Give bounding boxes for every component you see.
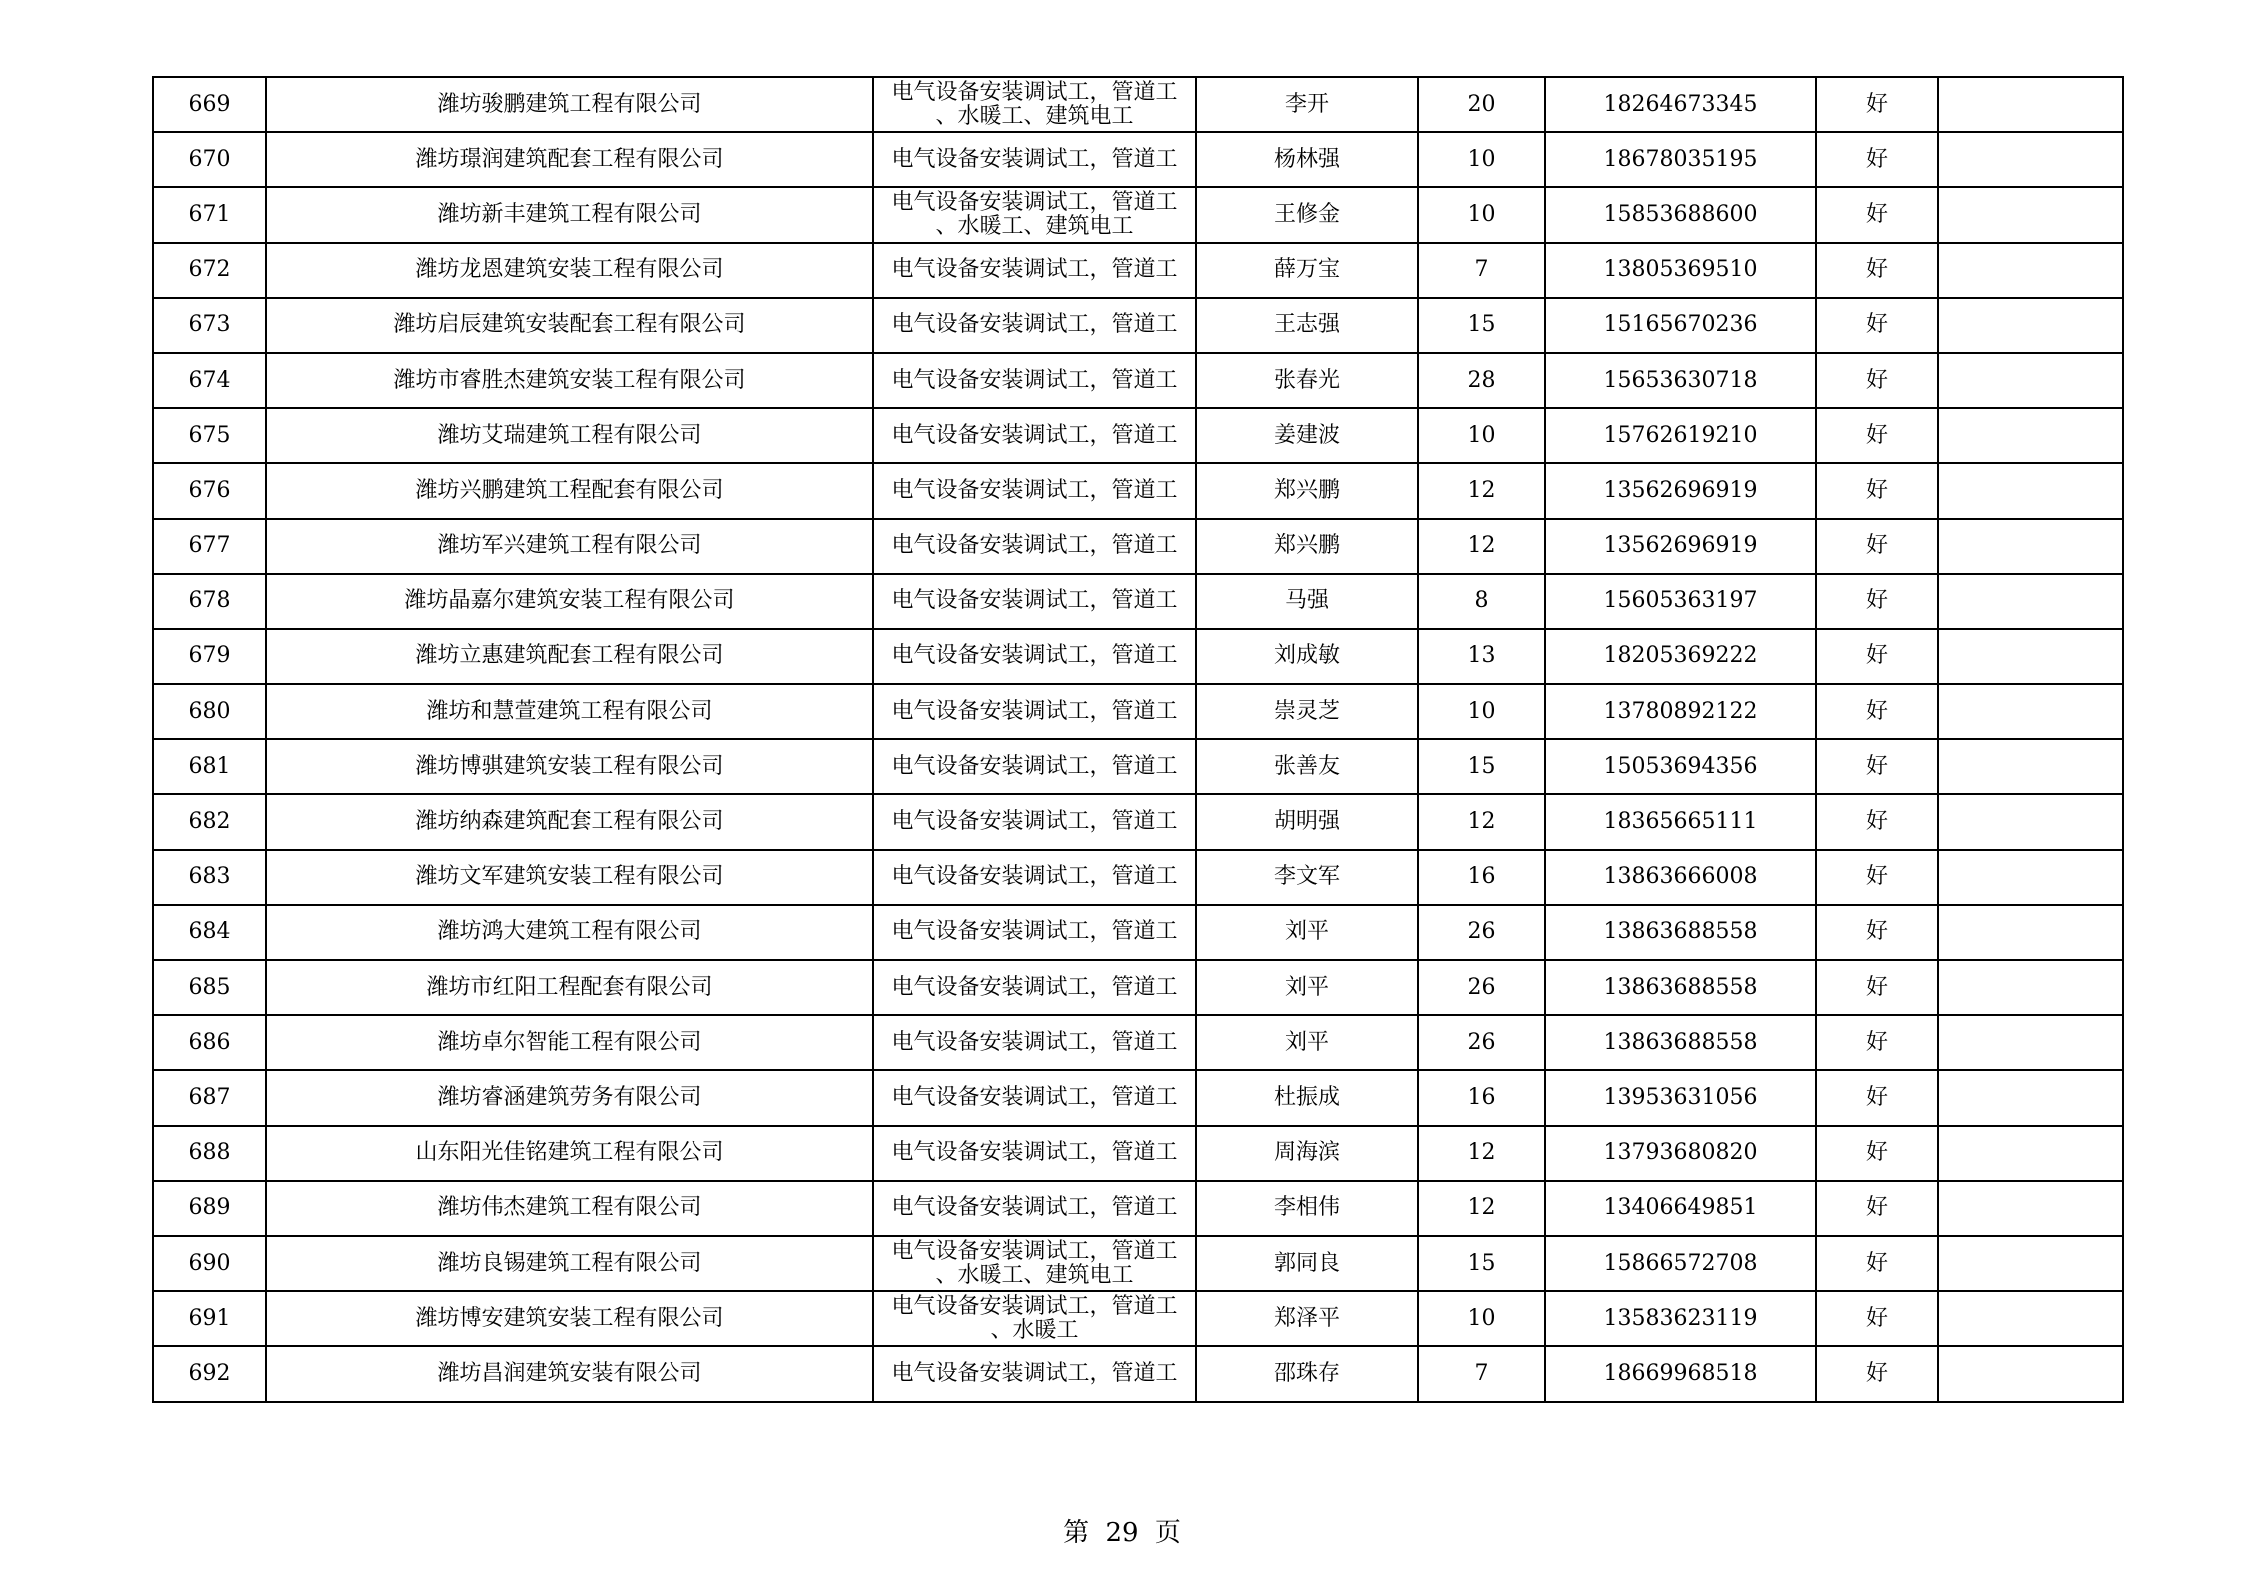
remark-cell [1938,243,2123,298]
company-name-cell: 潍坊龙恩建筑安装工程有限公司 [266,243,873,298]
rating-cell: 好 [1816,187,1938,242]
phone-number-cell: 15762619210 [1545,408,1816,463]
table-row [153,187,2123,242]
table-row [153,629,2123,684]
phone-number-cell: 15165670236 [1545,298,1816,353]
trade-line: 电气设备安装调试工，管道工 [891,367,1178,393]
trade-cell [873,298,1196,353]
trade-line: 、水暖工、建筑电工 [935,1262,1134,1288]
remark-cell [1938,629,2123,684]
worker-count-cell: 12 [1418,463,1545,518]
phone-number-cell: 13793680820 [1545,1126,1816,1181]
remark-cell [1938,187,2123,242]
table-row [153,463,2123,518]
remark-cell [1938,1181,2123,1236]
phone-number-cell: 13863666008 [1545,850,1816,905]
table-row [153,243,2123,298]
trade-cell [873,1070,1196,1125]
worker-count-cell: 15 [1418,298,1545,353]
trade-line: 电气设备安装调试工，管道工 [891,1029,1178,1055]
remark-cell [1938,408,2123,463]
table-row [153,408,2123,463]
phone-number-cell: 15053694356 [1545,739,1816,794]
row-number-cell: 681 [153,739,266,794]
company-table [152,76,2124,1403]
trade-cell [873,574,1196,629]
phone-number-cell: 13780892122 [1545,684,1816,739]
company-name-cell: 潍坊博骐建筑安装工程有限公司 [266,739,873,794]
row-number-cell: 672 [153,243,266,298]
row-number-cell: 674 [153,353,266,408]
trade-line: 、水暖工 [990,1317,1079,1343]
table-row [153,1126,2123,1181]
contact-person-cell: 杨林强 [1196,132,1418,187]
contact-person-cell: 张春光 [1196,353,1418,408]
trade-line: 电气设备安装调试工，管道工 [891,1238,1178,1264]
table-row [153,905,2123,960]
phone-number-cell: 13562696919 [1545,463,1816,518]
phone-number-cell: 18678035195 [1545,132,1816,187]
company-name-cell: 潍坊良锡建筑工程有限公司 [266,1236,873,1291]
trade-line: 电气设备安装调试工，管道工 [891,422,1178,448]
company-name-cell: 潍坊纳森建筑配套工程有限公司 [266,794,873,849]
company-name-cell: 潍坊兴鹏建筑工程配套有限公司 [266,463,873,518]
worker-count-cell: 26 [1418,1015,1545,1070]
remark-cell [1938,794,2123,849]
row-number-cell: 680 [153,684,266,739]
page-number: 29 [1105,1518,1139,1548]
row-number-cell: 675 [153,408,266,463]
trade-line: 电气设备安装调试工，管道工 [891,698,1178,724]
company-name-cell: 潍坊伟杰建筑工程有限公司 [266,1181,873,1236]
row-number-cell: 692 [153,1346,266,1401]
contact-person-cell: 崇灵芝 [1196,684,1418,739]
contact-person-cell: 姜建波 [1196,408,1418,463]
rating-cell: 好 [1816,960,1938,1015]
phone-number-cell: 13406649851 [1545,1181,1816,1236]
contact-person-cell: 张善友 [1196,739,1418,794]
row-number-cell: 671 [153,187,266,242]
trade-line: 电气设备安装调试工，管道工 [891,974,1178,1000]
table-row [153,794,2123,849]
company-name-cell: 潍坊卓尔智能工程有限公司 [266,1015,873,1070]
trade-cell [873,794,1196,849]
company-name-cell: 潍坊晶嘉尔建筑安装工程有限公司 [266,574,873,629]
rating-cell: 好 [1816,243,1938,298]
remark-cell [1938,1015,2123,1070]
remark-cell [1938,1126,2123,1181]
company-name-cell: 潍坊睿涵建筑劳务有限公司 [266,1070,873,1125]
remark-cell [1938,463,2123,518]
contact-person-cell: 李文军 [1196,850,1418,905]
company-name-cell: 潍坊鸿大建筑工程有限公司 [266,905,873,960]
remark-cell [1938,519,2123,574]
trade-cell [873,739,1196,794]
trade-cell [873,850,1196,905]
table-row [153,1236,2123,1291]
trade-cell [873,408,1196,463]
remark-cell [1938,1291,2123,1346]
row-number-cell: 670 [153,132,266,187]
trade-cell [873,243,1196,298]
row-number-cell: 683 [153,850,266,905]
phone-number-cell: 18205369222 [1545,629,1816,684]
remark-cell [1938,353,2123,408]
row-number-cell: 678 [153,574,266,629]
page-footer-prefix: 第 [1063,1518,1090,1548]
rating-cell: 好 [1816,1236,1938,1291]
contact-person-cell: 刘平 [1196,1015,1418,1070]
remark-cell [1938,298,2123,353]
company-name-cell: 潍坊艾瑞建筑工程有限公司 [266,408,873,463]
worker-count-cell: 16 [1418,1070,1545,1125]
company-name-cell: 潍坊昌润建筑安装有限公司 [266,1346,873,1401]
contact-person-cell: 杜振成 [1196,1070,1418,1125]
worker-count-cell: 12 [1418,794,1545,849]
trade-line: 电气设备安装调试工，管道工 [891,1084,1178,1110]
table-row [153,1346,2123,1401]
rating-cell: 好 [1816,1181,1938,1236]
worker-count-cell: 28 [1418,353,1545,408]
trade-cell [873,1126,1196,1181]
phone-number-cell: 13863688558 [1545,1015,1816,1070]
contact-person-cell: 郑泽平 [1196,1291,1418,1346]
table-row [153,353,2123,408]
trade-cell [873,1346,1196,1401]
row-number-cell: 669 [153,77,266,132]
trade-line: 电气设备安装调试工，管道工 [891,1195,1178,1221]
trade-line: 电气设备安装调试工，管道工 [891,477,1178,503]
rating-cell: 好 [1816,794,1938,849]
trade-cell [873,1181,1196,1236]
row-number-cell: 687 [153,1070,266,1125]
remark-cell [1938,960,2123,1015]
contact-person-cell: 刘平 [1196,960,1418,1015]
remark-cell [1938,684,2123,739]
table-row [153,1181,2123,1236]
trade-cell [873,684,1196,739]
trade-cell [873,1015,1196,1070]
phone-number-cell: 18264673345 [1545,77,1816,132]
rating-cell: 好 [1816,1070,1938,1125]
worker-count-cell: 13 [1418,629,1545,684]
company-name-cell: 潍坊军兴建筑工程有限公司 [266,519,873,574]
contact-person-cell: 李相伟 [1196,1181,1418,1236]
trade-cell [873,132,1196,187]
worker-count-cell: 26 [1418,905,1545,960]
rating-cell: 好 [1816,574,1938,629]
remark-cell [1938,1346,2123,1401]
trade-line: 电气设备安装调试工，管道工 [891,919,1178,945]
worker-count-cell: 10 [1418,1291,1545,1346]
trade-cell [873,960,1196,1015]
row-number-cell: 679 [153,629,266,684]
rating-cell: 好 [1816,463,1938,518]
table-row [153,132,2123,187]
worker-count-cell: 10 [1418,132,1545,187]
table-row [153,960,2123,1015]
phone-number-cell: 13562696919 [1545,519,1816,574]
trade-line: 、水暖工、建筑电工 [935,103,1134,129]
rating-cell: 好 [1816,850,1938,905]
worker-count-cell: 26 [1418,960,1545,1015]
phone-number-cell: 13805369510 [1545,243,1816,298]
contact-person-cell: 邵珠存 [1196,1346,1418,1401]
phone-number-cell: 15653630718 [1545,353,1816,408]
remark-cell [1938,905,2123,960]
worker-count-cell: 12 [1418,519,1545,574]
row-number-cell: 684 [153,905,266,960]
row-number-cell: 690 [153,1236,266,1291]
company-name-cell: 潍坊启辰建筑安装配套工程有限公司 [266,298,873,353]
trade-line: 电气设备安装调试工，管道工 [891,79,1178,105]
remark-cell [1938,1236,2123,1291]
contact-person-cell: 李开 [1196,77,1418,132]
company-name-cell: 潍坊市睿胜杰建筑安装工程有限公司 [266,353,873,408]
row-number-cell: 682 [153,794,266,849]
trade-line: 电气设备安装调试工，管道工 [891,257,1178,283]
trade-line: 、水暖工、建筑电工 [935,213,1134,239]
page-footer-suffix: 页 [1154,1518,1181,1548]
worker-count-cell: 7 [1418,1346,1545,1401]
worker-count-cell: 7 [1418,243,1545,298]
company-name-cell: 潍坊璟润建筑配套工程有限公司 [266,132,873,187]
table-row [153,77,2123,132]
company-name-cell: 潍坊市红阳工程配套有限公司 [266,960,873,1015]
rating-cell: 好 [1816,1346,1938,1401]
rating-cell: 好 [1816,684,1938,739]
worker-count-cell: 10 [1418,408,1545,463]
worker-count-cell: 15 [1418,1236,1545,1291]
remark-cell [1938,77,2123,132]
trade-cell [873,1236,1196,1291]
contact-person-cell: 薛万宝 [1196,243,1418,298]
company-name-cell: 山东阳光佳铭建筑工程有限公司 [266,1126,873,1181]
contact-person-cell: 胡明强 [1196,794,1418,849]
rating-cell: 好 [1816,298,1938,353]
page-footer [0,1512,2244,1549]
row-number-cell: 689 [153,1181,266,1236]
table-row [153,1015,2123,1070]
contact-person-cell: 马强 [1196,574,1418,629]
trade-line: 电气设备安装调试工，管道工 [891,864,1178,890]
rating-cell: 好 [1816,1291,1938,1346]
table-body [153,77,2123,1402]
rating-cell: 好 [1816,629,1938,684]
row-number-cell: 685 [153,960,266,1015]
contact-person-cell: 刘成敏 [1196,629,1418,684]
worker-count-cell: 10 [1418,684,1545,739]
contact-person-cell: 郭同良 [1196,1236,1418,1291]
row-number-cell: 673 [153,298,266,353]
remark-cell [1938,739,2123,794]
remark-cell [1938,850,2123,905]
table-row [153,1070,2123,1125]
rating-cell: 好 [1816,77,1938,132]
contact-person-cell: 周海滨 [1196,1126,1418,1181]
contact-person-cell: 刘平 [1196,905,1418,960]
phone-number-cell: 18669968518 [1545,1346,1816,1401]
table-row [153,1291,2123,1346]
trade-cell [873,905,1196,960]
rating-cell: 好 [1816,739,1938,794]
contact-person-cell: 王修金 [1196,187,1418,242]
trade-line: 电气设备安装调试工，管道工 [891,312,1178,338]
trade-line: 电气设备安装调试工，管道工 [891,809,1178,835]
table-row [153,298,2123,353]
row-number-cell: 691 [153,1291,266,1346]
trade-line: 电气设备安装调试工，管道工 [891,643,1178,669]
table-row [153,739,2123,794]
row-number-cell: 686 [153,1015,266,1070]
trade-line: 电气设备安装调试工，管道工 [891,146,1178,172]
row-number-cell: 676 [153,463,266,518]
worker-count-cell: 15 [1418,739,1545,794]
rating-cell: 好 [1816,1015,1938,1070]
rating-cell: 好 [1816,132,1938,187]
company-name-cell: 潍坊骏鹏建筑工程有限公司 [266,77,873,132]
phone-number-cell: 15605363197 [1545,574,1816,629]
trade-cell [873,353,1196,408]
worker-count-cell: 10 [1418,187,1545,242]
trade-line: 电气设备安装调试工，管道工 [891,1140,1178,1166]
worker-count-cell: 20 [1418,77,1545,132]
phone-number-cell: 13863688558 [1545,960,1816,1015]
trade-cell [873,519,1196,574]
table-row [153,850,2123,905]
contact-person-cell: 王志强 [1196,298,1418,353]
phone-number-cell: 13583623119 [1545,1291,1816,1346]
phone-number-cell: 13953631056 [1545,1070,1816,1125]
rating-cell: 好 [1816,353,1938,408]
rating-cell: 好 [1816,1126,1938,1181]
table-row [153,519,2123,574]
trade-cell [873,629,1196,684]
rating-cell: 好 [1816,905,1938,960]
company-name-cell: 潍坊立惠建筑配套工程有限公司 [266,629,873,684]
worker-count-cell: 12 [1418,1181,1545,1236]
contact-person-cell: 郑兴鹏 [1196,463,1418,518]
trade-line: 电气设备安装调试工，管道工 [891,753,1178,779]
rating-cell: 好 [1816,408,1938,463]
phone-number-cell: 13863688558 [1545,905,1816,960]
company-name-cell: 潍坊文军建筑安装工程有限公司 [266,850,873,905]
trade-cell [873,187,1196,242]
phone-number-cell: 15853688600 [1545,187,1816,242]
trade-line: 电气设备安装调试工，管道工 [891,533,1178,559]
remark-cell [1938,132,2123,187]
trade-line: 电气设备安装调试工，管道工 [891,1293,1178,1319]
remark-cell [1938,1070,2123,1125]
worker-count-cell: 8 [1418,574,1545,629]
phone-number-cell: 15866572708 [1545,1236,1816,1291]
rating-cell: 好 [1816,519,1938,574]
row-number-cell: 688 [153,1126,266,1181]
trade-cell [873,1291,1196,1346]
company-name-cell: 潍坊和慧萱建筑工程有限公司 [266,684,873,739]
contact-person-cell: 郑兴鹏 [1196,519,1418,574]
phone-number-cell: 18365665111 [1545,794,1816,849]
company-name-cell: 潍坊博安建筑安装工程有限公司 [266,1291,873,1346]
row-number-cell: 677 [153,519,266,574]
table-row [153,684,2123,739]
trade-cell [873,77,1196,132]
trade-line: 电气设备安装调试工，管道工 [891,189,1178,215]
trade-line: 电气设备安装调试工，管道工 [891,1360,1178,1386]
table-row [153,574,2123,629]
trade-line: 电气设备安装调试工，管道工 [891,588,1178,614]
worker-count-cell: 16 [1418,850,1545,905]
trade-cell [873,463,1196,518]
worker-count-cell: 12 [1418,1126,1545,1181]
remark-cell [1938,574,2123,629]
company-name-cell: 潍坊新丰建筑工程有限公司 [266,187,873,242]
